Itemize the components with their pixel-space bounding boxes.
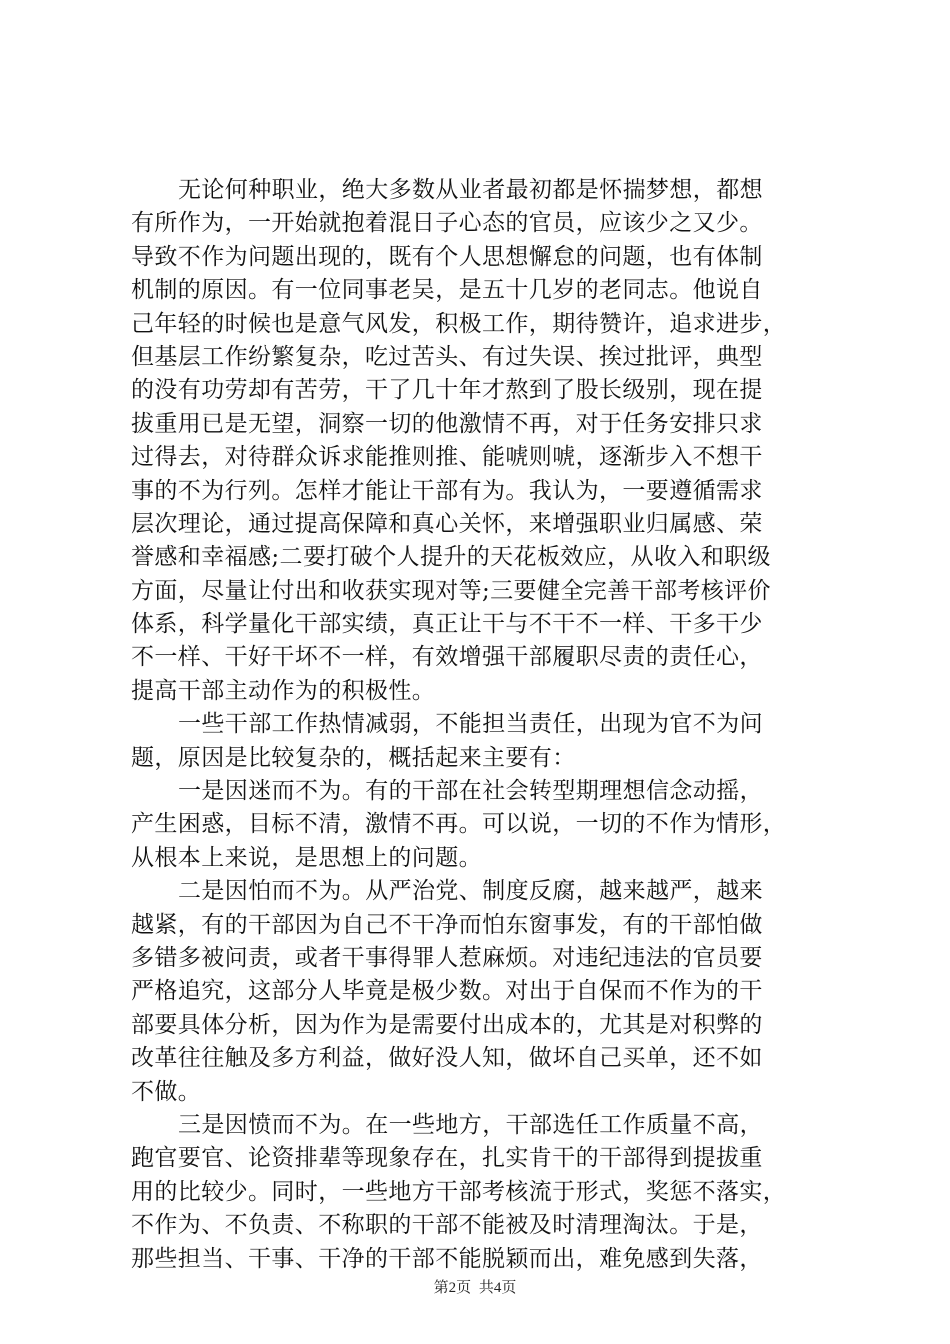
text-line: 誉感和幸福感;二要打破个人提升的天花板效应，从收入和职级 bbox=[131, 544, 771, 571]
page-total: 共4页 bbox=[478, 1280, 517, 1296]
text-line: 己年轻的时候也是意气风发，积极工作，期待赞许，追求进步， bbox=[131, 310, 787, 337]
text-line: 导致不作为问题出现的，既有个人思想懈怠的问题，也有体制 bbox=[131, 243, 763, 270]
text-line: 越紧，有的干部因为自己不干净而怕东窗事发，有的干部怕做 bbox=[131, 911, 763, 938]
text-line: 提高干部主动作为的积极性。 bbox=[131, 677, 436, 704]
text-line: 题，原因是比较复杂的，概括起来主要有： bbox=[131, 744, 576, 771]
text-line: 有所作为，一开始就抱着混日子心态的官员，应该少之又少。 bbox=[131, 210, 763, 237]
text-line: 用的比较少。同时，一些地方干部考核流于形式，奖惩不落实， bbox=[131, 1178, 787, 1205]
text-line: 三是因愤而不为。在一些地方，干部选任工作质量不高， bbox=[178, 1111, 763, 1138]
page-footer bbox=[0, 1276, 950, 1297]
text-line: 一是因迷而不为。有的干部在社会转型期理想信念动摇， bbox=[178, 778, 763, 805]
text-line: 部要具体分析，因为作为是需要付出成本的，尤其是对积弊的 bbox=[131, 1011, 763, 1038]
text-line: 层次理论，通过提高保障和真心关怀，来增强职业归属感、荣 bbox=[131, 510, 763, 537]
text-line: 产生困惑，目标不清，激情不再。可以说，一切的不作为情形， bbox=[131, 811, 787, 838]
text-line: 多错多被问责，或者干事得罪人惹麻烦。对违纪违法的官员要 bbox=[131, 944, 763, 971]
text-line: 改革往往触及多方利益，做好没人知，做坏自己买单，还不如 bbox=[131, 1045, 763, 1072]
body-text bbox=[131, 174, 831, 1276]
text-line: 一些干部工作热情减弱，不能担当责任，出现为官不为问 bbox=[178, 711, 763, 738]
page-number: 第2页 bbox=[433, 1280, 472, 1296]
text-line: 体系，科学量化干部实绩，真正让干与不干不一样、干多干少 bbox=[131, 611, 763, 638]
text-line: 的没有功劳却有苦劳，干了几十年才熬到了股长级别，现在提 bbox=[131, 377, 763, 404]
text-line: 拔重用已是无望，洞察一切的他激情不再，对于任务安排只求 bbox=[131, 410, 763, 437]
text-line: 过得去，对待群众诉求能推则推、能唬则唬，逐渐步入不想干 bbox=[131, 444, 763, 471]
text-line: 不一样、干好干坏不一样，有效增强干部履职尽责的责任心， bbox=[131, 644, 763, 671]
text-line: 无论何种职业，绝大多数从业者最初都是怀揣梦想，都想 bbox=[178, 177, 763, 203]
text-line: 跑官要官、论资排辈等现象存在，扎实肯干的干部得到提拔重 bbox=[131, 1145, 763, 1172]
text-line: 方面，尽量让付出和收获实现对等;三要健全完善干部考核评价 bbox=[131, 577, 771, 604]
text-line: 但基层工作纷繁复杂，吃过苦头、有过失误、挨过批评，典型 bbox=[131, 343, 763, 370]
text-line: 那些担当、干事、干净的干部不能脱颖而出，难免感到失落， bbox=[131, 1245, 763, 1272]
text-line: 机制的原因。有一位同事老吴，是五十几岁的老同志。他说自 bbox=[131, 277, 763, 304]
text-line: 不做。 bbox=[131, 1078, 202, 1105]
text-line: 从根本上来说，是思想上的问题。 bbox=[131, 844, 482, 871]
text-line: 不作为、不负责、不称职的干部不能被及时清理淘汰。于是， bbox=[131, 1212, 763, 1239]
text-line: 严格追究，这部分人毕竟是极少数。对出于自保而不作为的干 bbox=[131, 978, 763, 1005]
text-line: 二是因怕而不为。从严治党、制度反腐，越来越严，越来 bbox=[178, 878, 763, 905]
text-line: 事的不为行列。怎样才能让干部有为。我认为，一要遵循需求 bbox=[131, 477, 763, 504]
